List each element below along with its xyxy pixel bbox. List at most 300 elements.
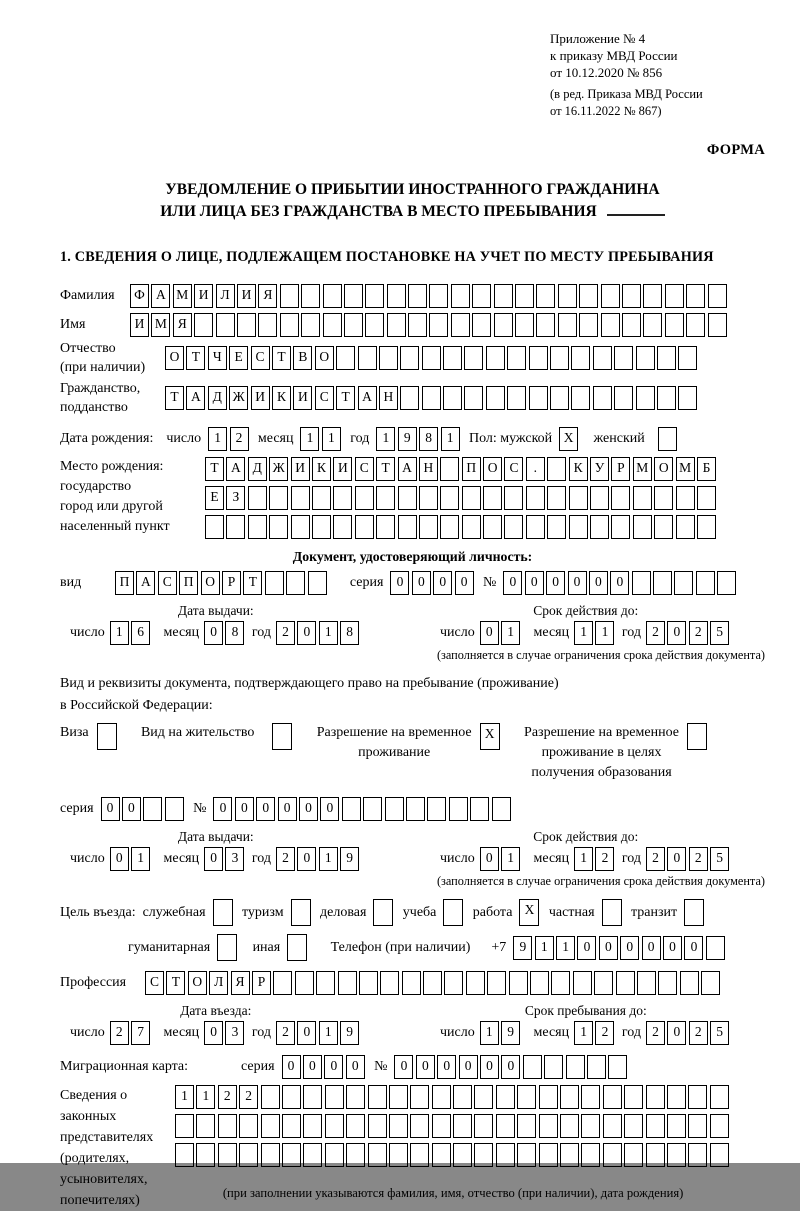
char-cell[interactable] (688, 1143, 707, 1167)
char-cell[interactable] (451, 313, 470, 337)
char-cell[interactable] (389, 1143, 408, 1167)
purpose-study-checkbox[interactable] (443, 899, 465, 926)
residence-number-input[interactable] (213, 797, 512, 821)
char-cell[interactable]: 0 (122, 797, 141, 821)
char-cell[interactable] (710, 1143, 729, 1167)
char-cell[interactable]: 0 (503, 571, 522, 595)
char-cell[interactable] (248, 515, 267, 539)
char-cell[interactable] (368, 1143, 387, 1167)
char-cell[interactable] (573, 971, 592, 995)
representatives-row1-input[interactable] (175, 1085, 731, 1109)
char-cell[interactable] (432, 1085, 451, 1109)
char-cell[interactable]: В (293, 346, 312, 370)
char-cell[interactable] (547, 486, 566, 510)
char-cell[interactable] (665, 284, 684, 308)
char-cell[interactable]: О (165, 346, 184, 370)
char-cell[interactable]: 9 (501, 1021, 520, 1045)
char-cell[interactable] (486, 346, 505, 370)
purpose-business-checkbox[interactable] (373, 899, 395, 926)
char-cell[interactable] (237, 313, 256, 337)
char-cell[interactable] (389, 1085, 408, 1109)
char-cell[interactable] (603, 1143, 622, 1167)
char-cell[interactable] (603, 1085, 622, 1109)
char-cell[interactable]: 0 (667, 1021, 686, 1045)
char-cell[interactable] (646, 1143, 665, 1167)
char-cell[interactable]: Т (376, 457, 395, 481)
char-cell[interactable]: 1 (480, 1021, 499, 1045)
char-cell[interactable]: 1 (319, 621, 338, 645)
char-cell[interactable] (593, 346, 612, 370)
char-cell[interactable]: О (654, 457, 673, 481)
char-cell[interactable] (507, 386, 526, 410)
char-cell[interactable] (423, 971, 442, 995)
char-cell[interactable] (316, 971, 335, 995)
char-cell[interactable] (616, 971, 635, 995)
char-cell[interactable] (97, 723, 117, 750)
char-cell[interactable]: 0 (213, 797, 232, 821)
char-cell[interactable] (287, 934, 307, 961)
char-cell[interactable]: 2 (230, 427, 249, 451)
char-cell[interactable]: 0 (110, 847, 129, 871)
char-cell[interactable] (496, 1143, 515, 1167)
char-cell[interactable] (601, 284, 620, 308)
char-cell[interactable]: С (355, 457, 374, 481)
char-cell[interactable] (261, 1143, 280, 1167)
char-cell[interactable] (226, 515, 245, 539)
char-cell[interactable] (239, 1143, 258, 1167)
char-cell[interactable] (449, 797, 468, 821)
char-cell[interactable] (622, 284, 641, 308)
char-cell[interactable]: 0 (297, 847, 316, 871)
char-cell[interactable] (444, 971, 463, 995)
char-cell[interactable] (355, 486, 374, 510)
char-cell[interactable]: С (158, 571, 177, 595)
purpose-work-checkbox[interactable] (519, 899, 541, 926)
char-cell[interactable]: К (312, 457, 331, 481)
char-cell[interactable]: 0 (204, 1021, 223, 1045)
char-cell[interactable] (636, 386, 655, 410)
char-cell[interactable] (547, 457, 566, 481)
char-cell[interactable] (529, 386, 548, 410)
char-cell[interactable] (581, 1143, 600, 1167)
char-cell[interactable] (422, 386, 441, 410)
char-cell[interactable] (494, 313, 513, 337)
char-cell[interactable] (336, 346, 355, 370)
char-cell[interactable]: 2 (646, 1021, 665, 1045)
char-cell[interactable] (602, 899, 622, 926)
char-cell[interactable]: К (272, 386, 291, 410)
char-cell[interactable] (291, 486, 310, 510)
representatives-row3-input[interactable] (175, 1143, 731, 1167)
doc-kind-input[interactable] (115, 571, 329, 595)
char-cell[interactable]: 0 (394, 1055, 413, 1079)
char-cell[interactable] (560, 1085, 579, 1109)
char-cell[interactable]: У (590, 457, 609, 481)
char-cell[interactable] (474, 1143, 493, 1167)
char-cell[interactable]: 0 (303, 1055, 322, 1079)
char-cell[interactable] (398, 486, 417, 510)
char-cell[interactable] (280, 284, 299, 308)
char-cell[interactable] (523, 1055, 542, 1079)
char-cell[interactable] (539, 1143, 558, 1167)
char-cell[interactable]: С (504, 457, 523, 481)
char-cell[interactable]: 0 (256, 797, 275, 821)
stay-year-input[interactable] (646, 1021, 732, 1045)
char-cell[interactable] (325, 1114, 344, 1138)
char-cell[interactable]: Т (336, 386, 355, 410)
char-cell[interactable] (653, 571, 672, 595)
char-cell[interactable]: 0 (297, 1021, 316, 1045)
char-cell[interactable] (265, 571, 284, 595)
residence-expiry-year-input[interactable] (646, 847, 732, 871)
char-cell[interactable] (358, 346, 377, 370)
char-cell[interactable] (301, 284, 320, 308)
char-cell[interactable]: 1 (208, 427, 227, 451)
char-cell[interactable]: Н (419, 457, 438, 481)
char-cell[interactable] (451, 284, 470, 308)
char-cell[interactable]: С (251, 346, 270, 370)
char-cell[interactable] (280, 313, 299, 337)
char-cell[interactable]: 0 (480, 621, 499, 645)
char-cell[interactable]: 1 (322, 427, 341, 451)
char-cell[interactable] (614, 386, 633, 410)
char-cell[interactable] (387, 313, 406, 337)
char-cell[interactable]: Р (252, 971, 271, 995)
char-cell[interactable] (536, 284, 555, 308)
char-cell[interactable] (622, 313, 641, 337)
char-cell[interactable] (710, 1085, 729, 1109)
char-cell[interactable]: 1 (175, 1085, 194, 1109)
char-cell[interactable]: 9 (340, 1021, 359, 1045)
birth-year-input[interactable] (376, 427, 462, 451)
char-cell[interactable] (571, 346, 590, 370)
residence-issue-day-input[interactable] (110, 847, 153, 871)
char-cell[interactable]: Л (216, 284, 235, 308)
char-cell[interactable]: 0 (416, 1055, 435, 1079)
char-cell[interactable] (474, 1114, 493, 1138)
char-cell[interactable]: 8 (225, 621, 244, 645)
expiry-year-input[interactable] (646, 621, 732, 645)
representatives-row2-input[interactable] (175, 1114, 731, 1138)
char-cell[interactable]: Я (231, 971, 250, 995)
char-cell[interactable] (486, 386, 505, 410)
issue-month-input[interactable] (204, 621, 247, 645)
char-cell[interactable]: 0 (324, 1055, 343, 1079)
char-cell[interactable]: 0 (546, 571, 565, 595)
char-cell[interactable]: М (173, 284, 192, 308)
char-cell[interactable] (443, 386, 462, 410)
char-cell[interactable]: 1 (574, 1021, 593, 1045)
char-cell[interactable] (697, 486, 716, 510)
char-cell[interactable] (658, 427, 677, 451)
char-cell[interactable] (303, 1143, 322, 1167)
char-cell[interactable] (697, 515, 716, 539)
char-cell[interactable] (261, 1114, 280, 1138)
profession-input[interactable] (145, 971, 723, 995)
char-cell[interactable]: 2 (595, 1021, 614, 1045)
char-cell[interactable] (581, 1114, 600, 1138)
char-cell[interactable] (464, 386, 483, 410)
doc-number-input[interactable] (503, 571, 738, 595)
char-cell[interactable]: 0 (346, 1055, 365, 1079)
purpose-other-checkbox[interactable] (287, 934, 309, 961)
char-cell[interactable] (333, 515, 352, 539)
char-cell[interactable] (611, 486, 630, 510)
char-cell[interactable]: И (251, 386, 270, 410)
char-cell[interactable]: 0 (278, 797, 297, 821)
char-cell[interactable] (558, 284, 577, 308)
char-cell[interactable] (529, 346, 548, 370)
char-cell[interactable] (359, 971, 378, 995)
char-cell[interactable] (517, 1114, 536, 1138)
char-cell[interactable] (676, 486, 695, 510)
char-cell[interactable]: О (315, 346, 334, 370)
char-cell[interactable] (346, 1143, 365, 1167)
char-cell[interactable]: А (398, 457, 417, 481)
char-cell[interactable]: 1 (319, 1021, 338, 1045)
char-cell[interactable]: П (115, 571, 134, 595)
char-cell[interactable] (346, 1085, 365, 1109)
char-cell[interactable]: А (186, 386, 205, 410)
char-cell[interactable]: 0 (297, 621, 316, 645)
char-cell[interactable] (282, 1143, 301, 1167)
char-cell[interactable] (701, 971, 720, 995)
char-cell[interactable]: Т (205, 457, 224, 481)
char-cell[interactable] (657, 346, 676, 370)
char-cell[interactable]: С (145, 971, 164, 995)
char-cell[interactable] (515, 284, 534, 308)
char-cell[interactable] (291, 899, 311, 926)
char-cell[interactable]: 2 (276, 1021, 295, 1045)
char-cell[interactable] (624, 1114, 643, 1138)
char-cell[interactable]: 0 (599, 936, 618, 960)
char-cell[interactable]: Ж (229, 386, 248, 410)
char-cell[interactable]: 0 (459, 1055, 478, 1079)
char-cell[interactable] (667, 1085, 686, 1109)
char-cell[interactable] (363, 797, 382, 821)
char-cell[interactable] (273, 971, 292, 995)
char-cell[interactable]: 0 (204, 847, 223, 871)
char-cell[interactable] (440, 515, 459, 539)
name-input[interactable] (130, 313, 729, 337)
char-cell[interactable] (165, 797, 184, 821)
char-cell[interactable]: Н (379, 386, 398, 410)
char-cell[interactable] (323, 313, 342, 337)
char-cell[interactable]: 2 (218, 1085, 237, 1109)
char-cell[interactable]: М (676, 457, 695, 481)
char-cell[interactable]: 1 (501, 847, 520, 871)
char-cell[interactable] (686, 284, 705, 308)
char-cell[interactable] (344, 313, 363, 337)
residence-expiry-month-input[interactable] (574, 847, 617, 871)
char-cell[interactable]: 5 (710, 847, 729, 871)
char-cell[interactable]: А (151, 284, 170, 308)
char-cell[interactable] (408, 313, 427, 337)
char-cell[interactable]: О (483, 457, 502, 481)
char-cell[interactable]: П (179, 571, 198, 595)
char-cell[interactable] (303, 1085, 322, 1109)
char-cell[interactable] (710, 1114, 729, 1138)
char-cell[interactable] (688, 1085, 707, 1109)
char-cell[interactable]: 1 (441, 427, 460, 451)
char-cell[interactable] (443, 899, 463, 926)
char-cell[interactable]: 0 (667, 621, 686, 645)
char-cell[interactable]: 2 (689, 621, 708, 645)
char-cell[interactable] (608, 1055, 627, 1079)
residence-expiry-day-input[interactable] (480, 847, 523, 871)
char-cell[interactable] (432, 1114, 451, 1138)
char-cell[interactable] (658, 971, 677, 995)
char-cell[interactable] (593, 386, 612, 410)
char-cell[interactable]: 0 (204, 621, 223, 645)
char-cell[interactable] (708, 284, 727, 308)
doc-series-input[interactable] (390, 571, 476, 595)
char-cell[interactable] (494, 284, 513, 308)
residence-issue-month-input[interactable] (204, 847, 247, 871)
char-cell[interactable] (601, 313, 620, 337)
char-cell[interactable] (504, 515, 523, 539)
char-cell[interactable]: А (358, 386, 377, 410)
char-cell[interactable] (338, 971, 357, 995)
char-cell[interactable] (462, 486, 481, 510)
char-cell[interactable] (633, 515, 652, 539)
char-cell[interactable] (560, 1114, 579, 1138)
char-cell[interactable]: . (526, 457, 545, 481)
char-cell[interactable] (282, 1085, 301, 1109)
char-cell[interactable] (667, 1143, 686, 1167)
char-cell[interactable] (632, 571, 651, 595)
char-cell[interactable] (657, 386, 676, 410)
char-cell[interactable] (646, 1085, 665, 1109)
char-cell[interactable] (205, 515, 224, 539)
char-cell[interactable] (432, 1143, 451, 1167)
char-cell[interactable] (387, 284, 406, 308)
char-cell[interactable] (379, 346, 398, 370)
char-cell[interactable]: 0 (620, 936, 639, 960)
char-cell[interactable] (526, 486, 545, 510)
char-cell[interactable] (530, 971, 549, 995)
char-cell[interactable]: Т (243, 571, 262, 595)
char-cell[interactable] (688, 1114, 707, 1138)
char-cell[interactable] (389, 1114, 408, 1138)
char-cell[interactable]: И (293, 386, 312, 410)
char-cell[interactable]: 0 (610, 571, 629, 595)
entry-month-input[interactable] (204, 1021, 247, 1045)
char-cell[interactable] (517, 1143, 536, 1167)
char-cell[interactable] (218, 1143, 237, 1167)
purpose-tourism-checkbox[interactable] (291, 899, 313, 926)
char-cell[interactable] (368, 1085, 387, 1109)
char-cell[interactable] (590, 486, 609, 510)
char-cell[interactable]: Б (697, 457, 716, 481)
char-cell[interactable] (654, 486, 673, 510)
char-cell[interactable] (422, 346, 441, 370)
char-cell[interactable] (646, 1114, 665, 1138)
purpose-official-checkbox[interactable] (213, 899, 235, 926)
char-cell[interactable] (684, 899, 704, 926)
char-cell[interactable] (717, 571, 736, 595)
char-cell[interactable] (492, 797, 511, 821)
char-cell[interactable] (581, 1085, 600, 1109)
char-cell[interactable] (453, 1114, 472, 1138)
char-cell[interactable] (536, 313, 555, 337)
char-cell[interactable] (579, 313, 598, 337)
char-cell[interactable]: 0 (455, 571, 474, 595)
char-cell[interactable] (398, 515, 417, 539)
char-cell[interactable] (462, 515, 481, 539)
char-cell[interactable]: Т (166, 971, 185, 995)
char-cell[interactable]: Д (208, 386, 227, 410)
char-cell[interactable]: 1 (574, 847, 593, 871)
char-cell[interactable] (269, 486, 288, 510)
char-cell[interactable]: Я (258, 284, 277, 308)
char-cell[interactable]: X (559, 427, 578, 451)
char-cell[interactable]: П (462, 457, 481, 481)
char-cell[interactable] (406, 797, 425, 821)
char-cell[interactable] (550, 346, 569, 370)
char-cell[interactable]: Ч (208, 346, 227, 370)
residence-issue-year-input[interactable] (276, 847, 362, 871)
char-cell[interactable]: Т (272, 346, 291, 370)
char-cell[interactable]: 9 (340, 847, 359, 871)
char-cell[interactable] (472, 313, 491, 337)
char-cell[interactable]: 9 (513, 936, 532, 960)
char-cell[interactable]: 8 (340, 621, 359, 645)
birth-month-input[interactable] (300, 427, 343, 451)
char-cell[interactable] (325, 1085, 344, 1109)
char-cell[interactable] (410, 1114, 429, 1138)
char-cell[interactable] (385, 797, 404, 821)
char-cell[interactable] (551, 971, 570, 995)
char-cell[interactable]: 0 (101, 797, 120, 821)
char-cell[interactable] (196, 1143, 215, 1167)
char-cell[interactable] (429, 313, 448, 337)
char-cell[interactable]: 0 (235, 797, 254, 821)
char-cell[interactable]: Р (611, 457, 630, 481)
char-cell[interactable] (272, 723, 292, 750)
char-cell[interactable] (312, 515, 331, 539)
char-cell[interactable] (594, 971, 613, 995)
char-cell[interactable]: 0 (684, 936, 703, 960)
char-cell[interactable]: 6 (131, 621, 150, 645)
char-cell[interactable] (624, 1143, 643, 1167)
char-cell[interactable] (526, 515, 545, 539)
char-cell[interactable]: 0 (568, 571, 587, 595)
char-cell[interactable] (400, 386, 419, 410)
char-cell[interactable]: И (130, 313, 149, 337)
char-cell[interactable]: Ф (130, 284, 149, 308)
char-cell[interactable] (258, 313, 277, 337)
char-cell[interactable] (440, 486, 459, 510)
char-cell[interactable]: 1 (131, 847, 150, 871)
char-cell[interactable]: Е (205, 486, 224, 510)
char-cell[interactable] (213, 899, 233, 926)
char-cell[interactable]: 1 (535, 936, 554, 960)
purpose-private-checkbox[interactable] (602, 899, 624, 926)
char-cell[interactable]: 0 (433, 571, 452, 595)
phone-input[interactable] (513, 936, 727, 960)
char-cell[interactable] (558, 313, 577, 337)
char-cell[interactable]: 1 (501, 621, 520, 645)
char-cell[interactable] (708, 313, 727, 337)
char-cell[interactable] (217, 934, 237, 961)
char-cell[interactable]: 2 (110, 1021, 129, 1045)
char-cell[interactable]: 0 (299, 797, 318, 821)
char-cell[interactable] (218, 1114, 237, 1138)
char-cell[interactable]: К (569, 457, 588, 481)
residence-series-input[interactable] (101, 797, 187, 821)
char-cell[interactable] (483, 515, 502, 539)
